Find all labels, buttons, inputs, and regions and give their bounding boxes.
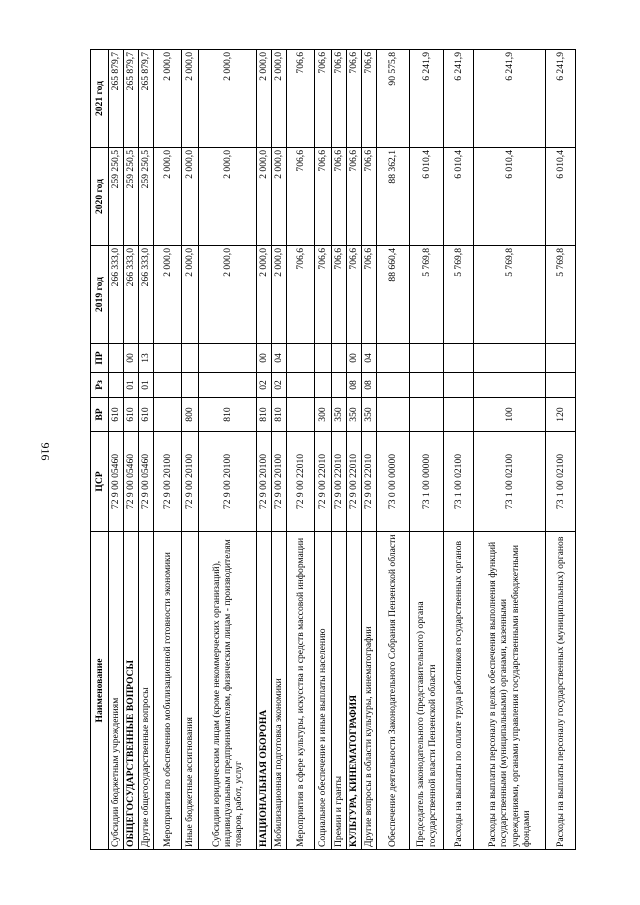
row-name: Другие общегосударственные вопросы [139,532,154,850]
row-pr [546,344,576,373]
row-2019: 266 333,0 [109,246,124,344]
row-pr: 00 [257,344,272,373]
table-row [347,50,362,850]
row-vr [154,398,182,432]
row-csr: 72 9 00 20100 [182,432,199,532]
header-csr: ЦСР [91,432,109,532]
row-vr: 350 [332,398,347,432]
row-csr: 72 9 00 05460 [139,432,154,532]
row-name: Расходы на выплаты по оплате труда работников государственных органов [444,532,474,850]
row-2021: 6 241,9 [444,50,474,148]
row-rz: 01 [139,373,154,398]
row-rz: 08 [362,373,377,398]
row-rz [315,373,332,398]
table-row [332,50,347,850]
row-rz [109,373,124,398]
table-row [287,50,315,850]
row-pr [109,344,124,373]
row-rz [199,373,257,398]
row-2019: 706,6 [315,246,332,344]
page-number: 916 [38,442,53,461]
row-2021: 265 879,7 [139,50,154,148]
row-rz [377,373,410,398]
table-row [546,50,576,850]
row-2020: 2 000,0 [154,148,182,246]
row-name: Мероприятия в сфере культуры, искусства и средств массовой информации [287,532,315,850]
row-2020: 2 000,0 [257,148,272,246]
row-2019: 706,6 [347,246,362,344]
row-name: Мобилизационная подготовка экономики [272,532,287,850]
row-2019: 2 000,0 [272,246,287,344]
row-vr: 810 [257,398,272,432]
header-name: Наименование [91,532,109,850]
header-2021: 2021 год [91,50,109,148]
table-header-row [91,50,109,850]
header-vr: ВР [91,398,109,432]
row-pr: 13 [139,344,154,373]
row-rz [474,373,546,398]
row-vr: 120 [546,398,576,432]
row-pr [377,344,410,373]
row-2020: 706,6 [332,148,347,246]
row-2020: 259 250,5 [109,148,124,246]
row-rz [444,373,474,398]
row-csr: 73 1 00 02100 [546,432,576,532]
row-csr: 73 0 00 00000 [377,432,410,532]
header-pr: ПР [91,344,109,373]
table-row [109,50,124,850]
row-2021: 6 241,9 [474,50,546,148]
row-rz [546,373,576,398]
row-2021: 265 879,7 [109,50,124,148]
row-2020: 706,6 [362,148,377,246]
row-pr [287,344,315,373]
row-name: Премии и гранты [332,532,347,850]
row-2019: 266 333,0 [124,246,139,344]
row-2019: 5 769,8 [474,246,546,344]
row-2019: 2 000,0 [182,246,199,344]
row-pr [474,344,546,373]
row-vr: 350 [362,398,377,432]
row-csr: 72 9 00 22010 [315,432,332,532]
row-rz [332,373,347,398]
row-pr: 00 [347,344,362,373]
header-2020: 2020 год [91,148,109,246]
row-2020: 2 000,0 [182,148,199,246]
table-row [377,50,410,850]
row-name: ОБЩЕГОСУДАРСТВЕННЫЕ ВОПРОСЫ [124,532,139,850]
table-row [272,50,287,850]
row-2021: 2 000,0 [199,50,257,148]
row-name: Другие вопросы в области культуры, кинематографии [362,532,377,850]
row-csr: 72 9 00 22010 [332,432,347,532]
table-row [474,50,546,850]
row-csr: 72 9 00 22010 [362,432,377,532]
row-2021: 90 575,8 [377,50,410,148]
row-csr: 73 1 00 02100 [444,432,474,532]
row-rz [182,373,199,398]
row-2021: 6 241,9 [410,50,444,148]
row-name: Социальное обеспечение и иные выплаты населению [315,532,332,850]
row-vr: 100 [474,398,546,432]
row-vr [287,398,315,432]
row-name: Председатель законодательного (представительного) органа государственной власти Пензенской области [410,532,444,850]
row-rz [154,373,182,398]
row-2019: 266 333,0 [139,246,154,344]
table-row [257,50,272,850]
row-2019: 706,6 [362,246,377,344]
table-row [199,50,257,850]
row-vr [444,398,474,432]
table-row [444,50,474,850]
row-2021: 2 000,0 [272,50,287,148]
row-2021: 2 000,0 [154,50,182,148]
row-vr [377,398,410,432]
row-csr: 72 9 00 05460 [109,432,124,532]
row-csr: 73 1 00 00000 [410,432,444,532]
row-vr: 610 [139,398,154,432]
row-name: НАЦИОНАЛЬНАЯ ОБОРОНА [257,532,272,850]
row-rz: 02 [272,373,287,398]
row-pr [332,344,347,373]
row-vr: 800 [182,398,199,432]
row-vr: 810 [272,398,287,432]
row-vr: 350 [347,398,362,432]
budget-table [90,49,576,850]
row-2020: 706,6 [347,148,362,246]
row-2020: 6 010,4 [410,148,444,246]
row-pr: 04 [362,344,377,373]
row-name: Расходы на выплаты персоналу государственных (муниципальных) органов [546,532,576,850]
row-name: Обеспечение деятельности Законодательного Собрания Пензенской области [377,532,410,850]
row-csr: 72 9 00 20100 [272,432,287,532]
row-pr [199,344,257,373]
row-rz [410,373,444,398]
row-2021: 706,6 [315,50,332,148]
row-csr: 72 9 00 22010 [347,432,362,532]
row-name: Иные бюджетные ассигнования [182,532,199,850]
table-row [154,50,182,850]
row-2021: 6 241,9 [546,50,576,148]
row-pr [154,344,182,373]
row-pr: 00 [124,344,139,373]
row-2019: 88 660,4 [377,246,410,344]
rotated-table-container [90,50,580,850]
row-vr: 810 [199,398,257,432]
row-pr [315,344,332,373]
table-row [182,50,199,850]
row-name: Расходы на выплаты персоналу в целях обеспечения выполнения функций государственными (муниципальными) органами, казенными учреждениями, органами управления государственными внебюджетными фондами [474,532,546,850]
row-2020: 88 362,1 [377,148,410,246]
row-2019: 706,6 [332,246,347,344]
row-2021: 706,6 [287,50,315,148]
row-pr [182,344,199,373]
header-rz: Рз [91,373,109,398]
row-2019: 2 000,0 [257,246,272,344]
row-2021: 2 000,0 [257,50,272,148]
row-vr: 610 [124,398,139,432]
row-2019: 5 769,8 [444,246,474,344]
row-2020: 706,6 [315,148,332,246]
row-2021: 2 000,0 [182,50,199,148]
row-name: Субсидии юридическим лицам (кроме некоммерческих организаций), индивидуальным предпринимателям, физическим лицам - производителям товаров, работ, услуг [199,532,257,850]
row-name: Субсидии бюджетным учреждениям [109,532,124,850]
row-rz: 02 [257,373,272,398]
row-2020: 2 000,0 [272,148,287,246]
row-2021: 706,6 [347,50,362,148]
table-row [124,50,139,850]
row-csr: 72 9 00 20100 [154,432,182,532]
row-vr [410,398,444,432]
row-name: КУЛЬТУРА, КИНЕМАТОГРАФИЯ [347,532,362,850]
row-2020: 2 000,0 [199,148,257,246]
row-2019: 5 769,8 [546,246,576,344]
row-vr: 610 [109,398,124,432]
table-row [410,50,444,850]
row-pr [444,344,474,373]
row-rz: 08 [347,373,362,398]
row-rz: 01 [124,373,139,398]
row-rz [287,373,315,398]
row-2021: 706,6 [362,50,377,148]
row-2020: 6 010,4 [444,148,474,246]
row-2021: 265 879,7 [124,50,139,148]
row-2019: 5 769,8 [410,246,444,344]
table-row [362,50,377,850]
row-2020: 6 010,4 [474,148,546,246]
row-2019: 2 000,0 [154,246,182,344]
row-2019: 2 000,0 [199,246,257,344]
row-name: Мероприятия по обеспечению мобилизационной готовности экономики [154,532,182,850]
row-2020: 706,6 [287,148,315,246]
table-row [315,50,332,850]
row-pr [410,344,444,373]
table-row [139,50,154,850]
row-2020: 259 250,5 [139,148,154,246]
row-csr: 73 1 00 02100 [474,432,546,532]
row-2021: 706,6 [332,50,347,148]
row-2019: 706,6 [287,246,315,344]
row-2020: 259 250,5 [124,148,139,246]
row-csr: 72 9 00 20100 [199,432,257,532]
row-csr: 72 9 00 20100 [257,432,272,532]
row-2020: 6 010,4 [546,148,576,246]
row-vr: 300 [315,398,332,432]
row-pr: 04 [272,344,287,373]
header-2019: 2019 год [91,246,109,344]
row-csr: 72 9 00 05460 [124,432,139,532]
row-csr: 72 9 00 22010 [287,432,315,532]
